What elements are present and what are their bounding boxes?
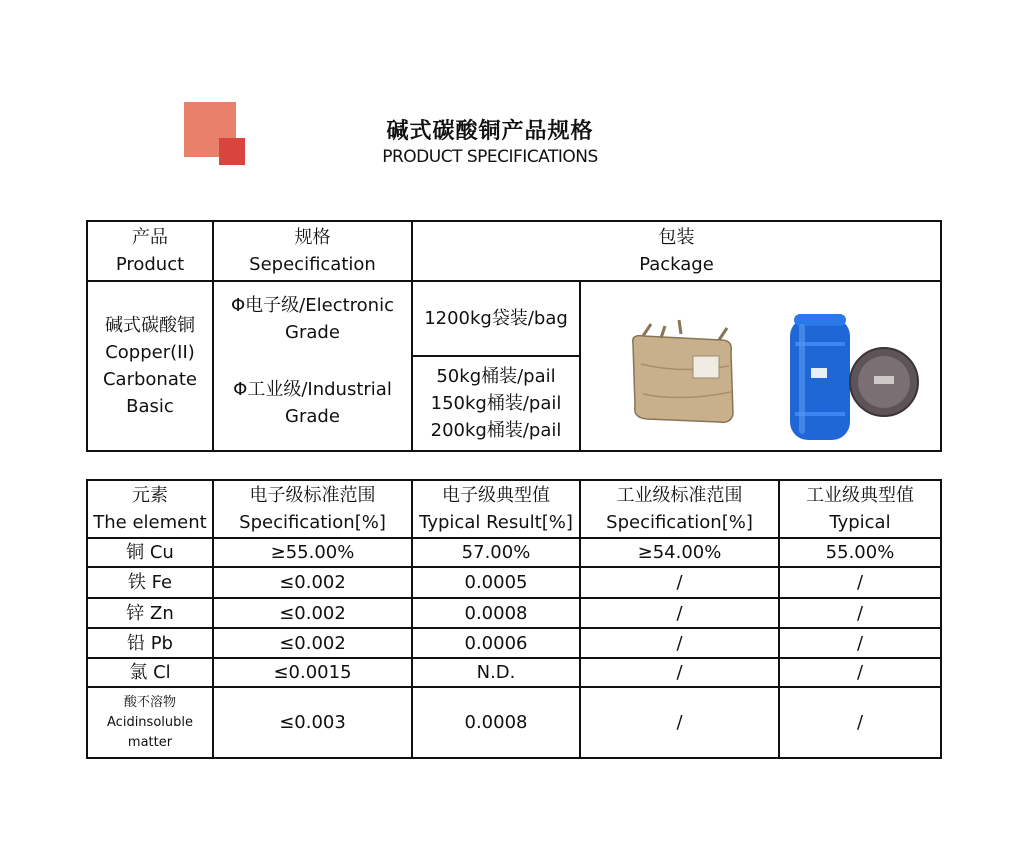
element-label: 酸不溶物 xyxy=(123,694,176,710)
page-title-cn: 碱式碳酸铜产品规格 xyxy=(386,119,594,144)
header-industrial-typical xyxy=(779,480,941,538)
header-en: The element xyxy=(93,512,207,533)
page-title-en: PRODUCT SPECIFICATIONS xyxy=(382,147,598,167)
header-en: Package xyxy=(639,254,714,275)
value-cell: / xyxy=(779,598,941,628)
element-cell: 锌 Zn xyxy=(87,598,213,628)
table-row xyxy=(87,598,941,628)
product-name-line: Basic xyxy=(126,396,174,417)
grade-label: Grade xyxy=(285,406,340,427)
header-cn: 产品 xyxy=(132,227,168,248)
package-images-cell xyxy=(580,281,941,451)
table-row xyxy=(87,480,941,538)
package-images xyxy=(581,284,938,449)
product-name-cn: 碱式碳酸铜 xyxy=(105,315,195,336)
element-label: matter xyxy=(127,734,173,750)
value-cell: / xyxy=(580,687,779,758)
value-cell: 0.0006 xyxy=(412,628,580,658)
value-cell: / xyxy=(580,598,779,628)
table-row xyxy=(87,281,941,356)
table-row xyxy=(87,538,941,567)
value-cell: / xyxy=(779,658,941,687)
table-row xyxy=(87,628,941,658)
header-element xyxy=(87,480,213,538)
header-specification xyxy=(213,221,412,281)
package-label: 200kg桶装/pail xyxy=(430,420,562,441)
element-cell xyxy=(87,687,213,758)
value-cell: 0.0008 xyxy=(412,598,580,628)
value-cell: 0.0005 xyxy=(412,567,580,598)
value-cell: ≤0.002 xyxy=(213,567,412,598)
product-name-line: Carbonate xyxy=(102,369,197,390)
header-cn: 规格 xyxy=(294,227,331,248)
header-cn: 元素 xyxy=(132,485,168,506)
value-cell: ≤0.0015 xyxy=(213,658,412,687)
blue-drum-photo xyxy=(790,314,850,440)
spec-table xyxy=(86,479,942,759)
product-name-line: Copper(II) xyxy=(105,342,195,363)
product-table xyxy=(86,220,942,452)
header-electronic-typical xyxy=(412,480,580,538)
header-en: Sepecification xyxy=(249,254,376,275)
table-row xyxy=(87,567,941,598)
product-name-cell xyxy=(87,281,213,451)
header-cn: 电子级标准范围 xyxy=(249,485,376,506)
element-cell: 铅 Pb xyxy=(87,628,213,658)
grade-industrial-cell xyxy=(213,356,412,451)
drum-lid-photo xyxy=(850,348,918,416)
grade-label: Φ工业级/Industrial xyxy=(233,379,392,400)
header-product xyxy=(87,221,213,281)
package-label: 1200kg袋装/bag xyxy=(424,308,568,329)
header-package xyxy=(412,221,941,281)
value-cell: / xyxy=(580,628,779,658)
value-cell: ≥55.00% xyxy=(213,538,412,567)
grade-electronic-cell xyxy=(213,281,412,356)
table-row xyxy=(87,687,941,758)
header-cn: 工业级标准范围 xyxy=(616,485,743,506)
header-electronic-spec xyxy=(213,480,412,538)
package-label: 50kg桶装/pail xyxy=(436,366,556,387)
value-cell: 55.00% xyxy=(779,538,941,567)
value-cell: / xyxy=(779,687,941,758)
header-en: Specification[%] xyxy=(606,512,753,533)
table-row xyxy=(87,658,941,687)
header-en: Typical xyxy=(829,512,891,533)
element-cell: 氯 Cl xyxy=(87,658,213,687)
package-electronic-cell xyxy=(412,281,580,356)
value-cell: N.D. xyxy=(412,658,580,687)
header-cn: 包装 xyxy=(658,227,695,248)
value-cell: 57.00% xyxy=(412,538,580,567)
grade-label: Grade xyxy=(285,322,340,343)
value-cell: / xyxy=(779,628,941,658)
header-cn: 工业级典型值 xyxy=(806,485,914,506)
element-cell: 铁 Fe xyxy=(87,567,213,598)
table-row xyxy=(87,221,941,281)
value-cell: ≤0.002 xyxy=(213,598,412,628)
value-cell: / xyxy=(580,567,779,598)
bulk-bag-photo xyxy=(633,320,733,422)
value-cell: / xyxy=(580,658,779,687)
element-cell: 铜 Cu xyxy=(87,538,213,567)
header-industrial-spec xyxy=(580,480,779,538)
value-cell: 0.0008 xyxy=(412,687,580,758)
value-cell: ≤0.002 xyxy=(213,628,412,658)
package-label: 150kg桶装/pail xyxy=(430,393,562,414)
grade-label: Φ电子级/Electronic xyxy=(231,295,394,316)
element-label: Acidinsoluble xyxy=(107,714,193,730)
header-en: Typical Result[%] xyxy=(419,512,573,533)
header-en: Specification[%] xyxy=(239,512,386,533)
package-industrial-cell xyxy=(412,356,580,451)
header-en: Product xyxy=(115,254,185,275)
header-cn: 电子级典型值 xyxy=(442,485,550,506)
value-cell: ≤0.003 xyxy=(213,687,412,758)
value-cell: / xyxy=(779,567,941,598)
value-cell: ≥54.00% xyxy=(580,538,779,567)
